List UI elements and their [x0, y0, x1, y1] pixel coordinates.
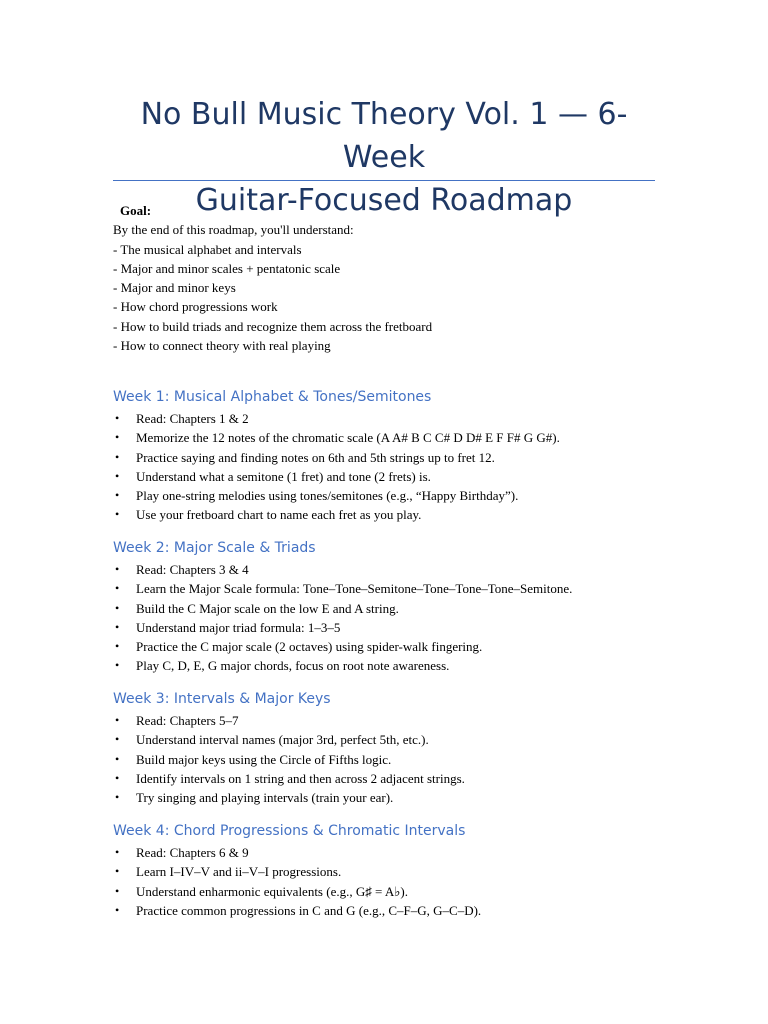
bullet-glyph: • [115, 864, 120, 879]
goal-line: - How to connect theory with real playing [113, 338, 331, 354]
list-item [113, 618, 673, 637]
goal-line: - The musical alphabet and intervals [113, 241, 302, 257]
list-item [113, 656, 673, 675]
bullet-glyph: • [115, 449, 120, 464]
bullet-glyph: • [115, 751, 120, 766]
goal-line: - Major and minor scales + pentatonic scale [113, 260, 341, 276]
list-item [113, 901, 673, 920]
title-line-1: No Bull Music Theory Vol. 1 — 6-Week [140, 97, 628, 175]
list-item-text: Build major keys using the Circle of Fifths logic. [136, 751, 392, 767]
goal-label: Goal: [120, 203, 152, 218]
list-item [113, 730, 673, 749]
list-item-text: Read: Chapters 6 & 9 [136, 845, 249, 860]
bullet-glyph: • [115, 581, 120, 596]
list-item [113, 428, 673, 447]
goal-section [113, 201, 673, 355]
list-item-text: Understand interval names (major 3rd, perfect 5th, etc.). [136, 732, 429, 748]
list-item [113, 467, 673, 486]
list-item-text: Read: Chapters 1 & 2 [136, 411, 249, 426]
bullet-glyph: • [115, 713, 120, 727]
bullet-glyph: • [115, 619, 120, 634]
bullet-glyph: • [115, 902, 120, 917]
title-line-2: Guitar-Focused Roadmap [195, 183, 573, 218]
list-item-text: Read: Chapters 5–7 [136, 713, 239, 728]
list-item-text: Practice saying and finding notes on 6th and 5th strings up to fret 12. [136, 449, 495, 465]
list-item-text: Use your fretboard chart to name each fret as you play. [136, 507, 422, 523]
goal-line: - Major and minor keys [113, 280, 236, 296]
bullet-glyph: • [115, 639, 120, 654]
list-item-text: Practice the C major scale (2 octaves) using spider-walk fingering. [136, 639, 483, 655]
list-item-text: Identify intervals on 1 string and then across 2 adjacent strings. [136, 770, 465, 786]
bullet-glyph: • [115, 770, 120, 785]
list-item [113, 882, 673, 901]
list-item-text: Learn I–IV–V and ii–V–I progressions. [136, 864, 342, 880]
week-3-heading: Week 3: Intervals & Major Keys [113, 691, 331, 707]
list-item [113, 750, 673, 769]
bullet-glyph: • [115, 883, 120, 898]
list-item-text: Understand what a semitone (1 fret) and tone (2 frets) is. [136, 468, 431, 484]
bullet-glyph: • [115, 732, 120, 747]
list-item-text: Understand major triad formula: 1–3–5 [136, 619, 341, 635]
week-2-heading: Week 2: Major Scale & Triads [113, 540, 316, 556]
goal-line: - How to build triads and recognize them across the fretboard [113, 318, 433, 334]
bullet-glyph: • [115, 468, 120, 483]
list-item [113, 448, 673, 467]
list-item [113, 788, 673, 807]
list-item [113, 599, 673, 618]
list-item [113, 409, 673, 428]
list-item [113, 560, 673, 579]
list-item-text: Read: Chapters 3 & 4 [136, 562, 249, 577]
list-item-text: Build the C Major scale on the low E and A string. [136, 600, 399, 616]
bullet-glyph: • [115, 562, 120, 576]
list-item-text: Understand enharmonic equivalents (e.g., G♯ = A♭). [136, 883, 408, 899]
week-4-list [113, 843, 673, 920]
bullet-glyph: • [115, 790, 120, 805]
week-1-list [113, 409, 673, 525]
week-4-heading: Week 4: Chord Progressions & Chromatic Intervals [113, 823, 466, 839]
week-3-list [113, 711, 673, 807]
bullet-glyph: • [115, 411, 120, 425]
list-item-text: Play C, D, E, G major chords, focus on root note awareness. [136, 658, 450, 674]
list-item [113, 579, 673, 598]
title-divider [113, 180, 655, 181]
list-item-text: Learn the Major Scale formula: Tone–Tone–Semitone–Tone–Tone–Tone–Semitone. [136, 581, 573, 597]
list-item-text: Memorize the 12 notes of the chromatic scale (A A# B C C# D D# E F F# G G#). [136, 430, 560, 446]
week-1-heading: Week 1: Musical Alphabet & Tones/Semitones [113, 389, 432, 405]
list-item [113, 486, 673, 505]
bullet-glyph: • [115, 430, 120, 445]
list-item [113, 843, 673, 862]
bullet-glyph: • [115, 488, 120, 503]
bullet-glyph: • [115, 658, 120, 673]
list-item [113, 711, 673, 730]
week-2-list [113, 560, 673, 676]
list-item [113, 862, 673, 881]
list-item [113, 637, 673, 656]
bullet-glyph: • [115, 600, 120, 615]
goal-line: By the end of this roadmap, you'll understand: [113, 222, 354, 238]
bullet-glyph: • [115, 845, 120, 859]
list-item-text: Try singing and playing intervals (train your ear). [136, 790, 394, 806]
list-item [113, 769, 673, 788]
list-item [113, 505, 673, 524]
list-item-text: Practice common progressions in C and G (e.g., C–F–G, G–C–D). [136, 902, 482, 918]
list-item-text: Play one-string melodies using tones/semitones (e.g., “Happy Birthday”). [136, 488, 519, 504]
goal-line: - How chord progressions work [113, 299, 278, 315]
bullet-glyph: • [115, 507, 120, 522]
